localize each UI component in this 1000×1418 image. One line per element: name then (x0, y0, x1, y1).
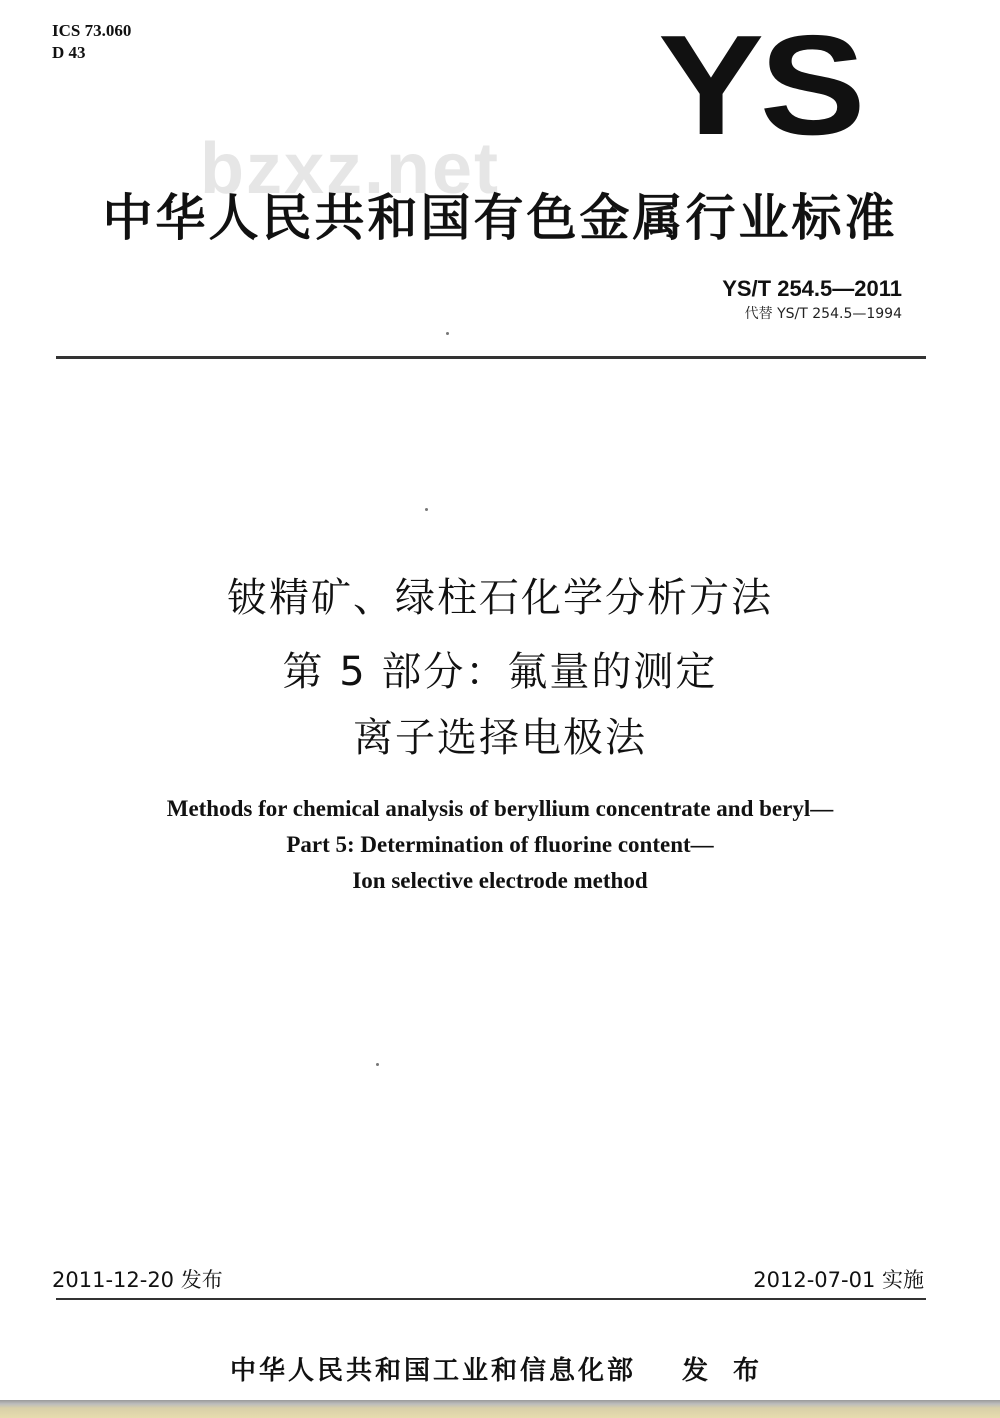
implement-date: 2012-07-01 实施 (753, 1268, 924, 1292)
english-title-line-3: Ion selective electrode method (352, 868, 648, 893)
bottom-divider (56, 1298, 926, 1300)
classification-codes (52, 20, 131, 64)
issue-label: 发 布 (682, 1356, 768, 1386)
standard-category-title: 中华人民共和国有色金属行业标准 (102, 189, 898, 247)
ccs-code: D 43 (52, 43, 86, 62)
chinese-title-line-3: 离子选择电极法 (353, 715, 647, 761)
watermark: bzxz.net (200, 129, 501, 209)
publish-date: 2011-12-20 发布 (52, 1268, 223, 1292)
english-title-line-2: Part 5: Determination of fluorine content— (286, 832, 714, 857)
chinese-title-line-2: 第 5 部分：氟量的测定 (282, 649, 718, 695)
scan-speck (425, 508, 428, 511)
scan-speck (376, 1063, 379, 1066)
replaced-standard: 代替 YS/T 254.5—1994 (744, 306, 902, 322)
scan-edge-strip (0, 1400, 1000, 1418)
standard-code: YS/T 254.5—2011 (722, 276, 902, 301)
ys-logo: YS (658, 6, 862, 165)
ics-code: ICS 73.060 (52, 21, 132, 40)
english-title-line-1: Methods for chemical analysis of beryllium concentrate and beryl— (166, 796, 834, 821)
chinese-title-line-1: 铍精矿、绿柱石化学分析方法 (227, 575, 773, 621)
issuing-authority: 中华人民共和国工业和信息化部 (230, 1356, 637, 1386)
top-divider (56, 356, 926, 359)
scan-speck (446, 332, 449, 335)
